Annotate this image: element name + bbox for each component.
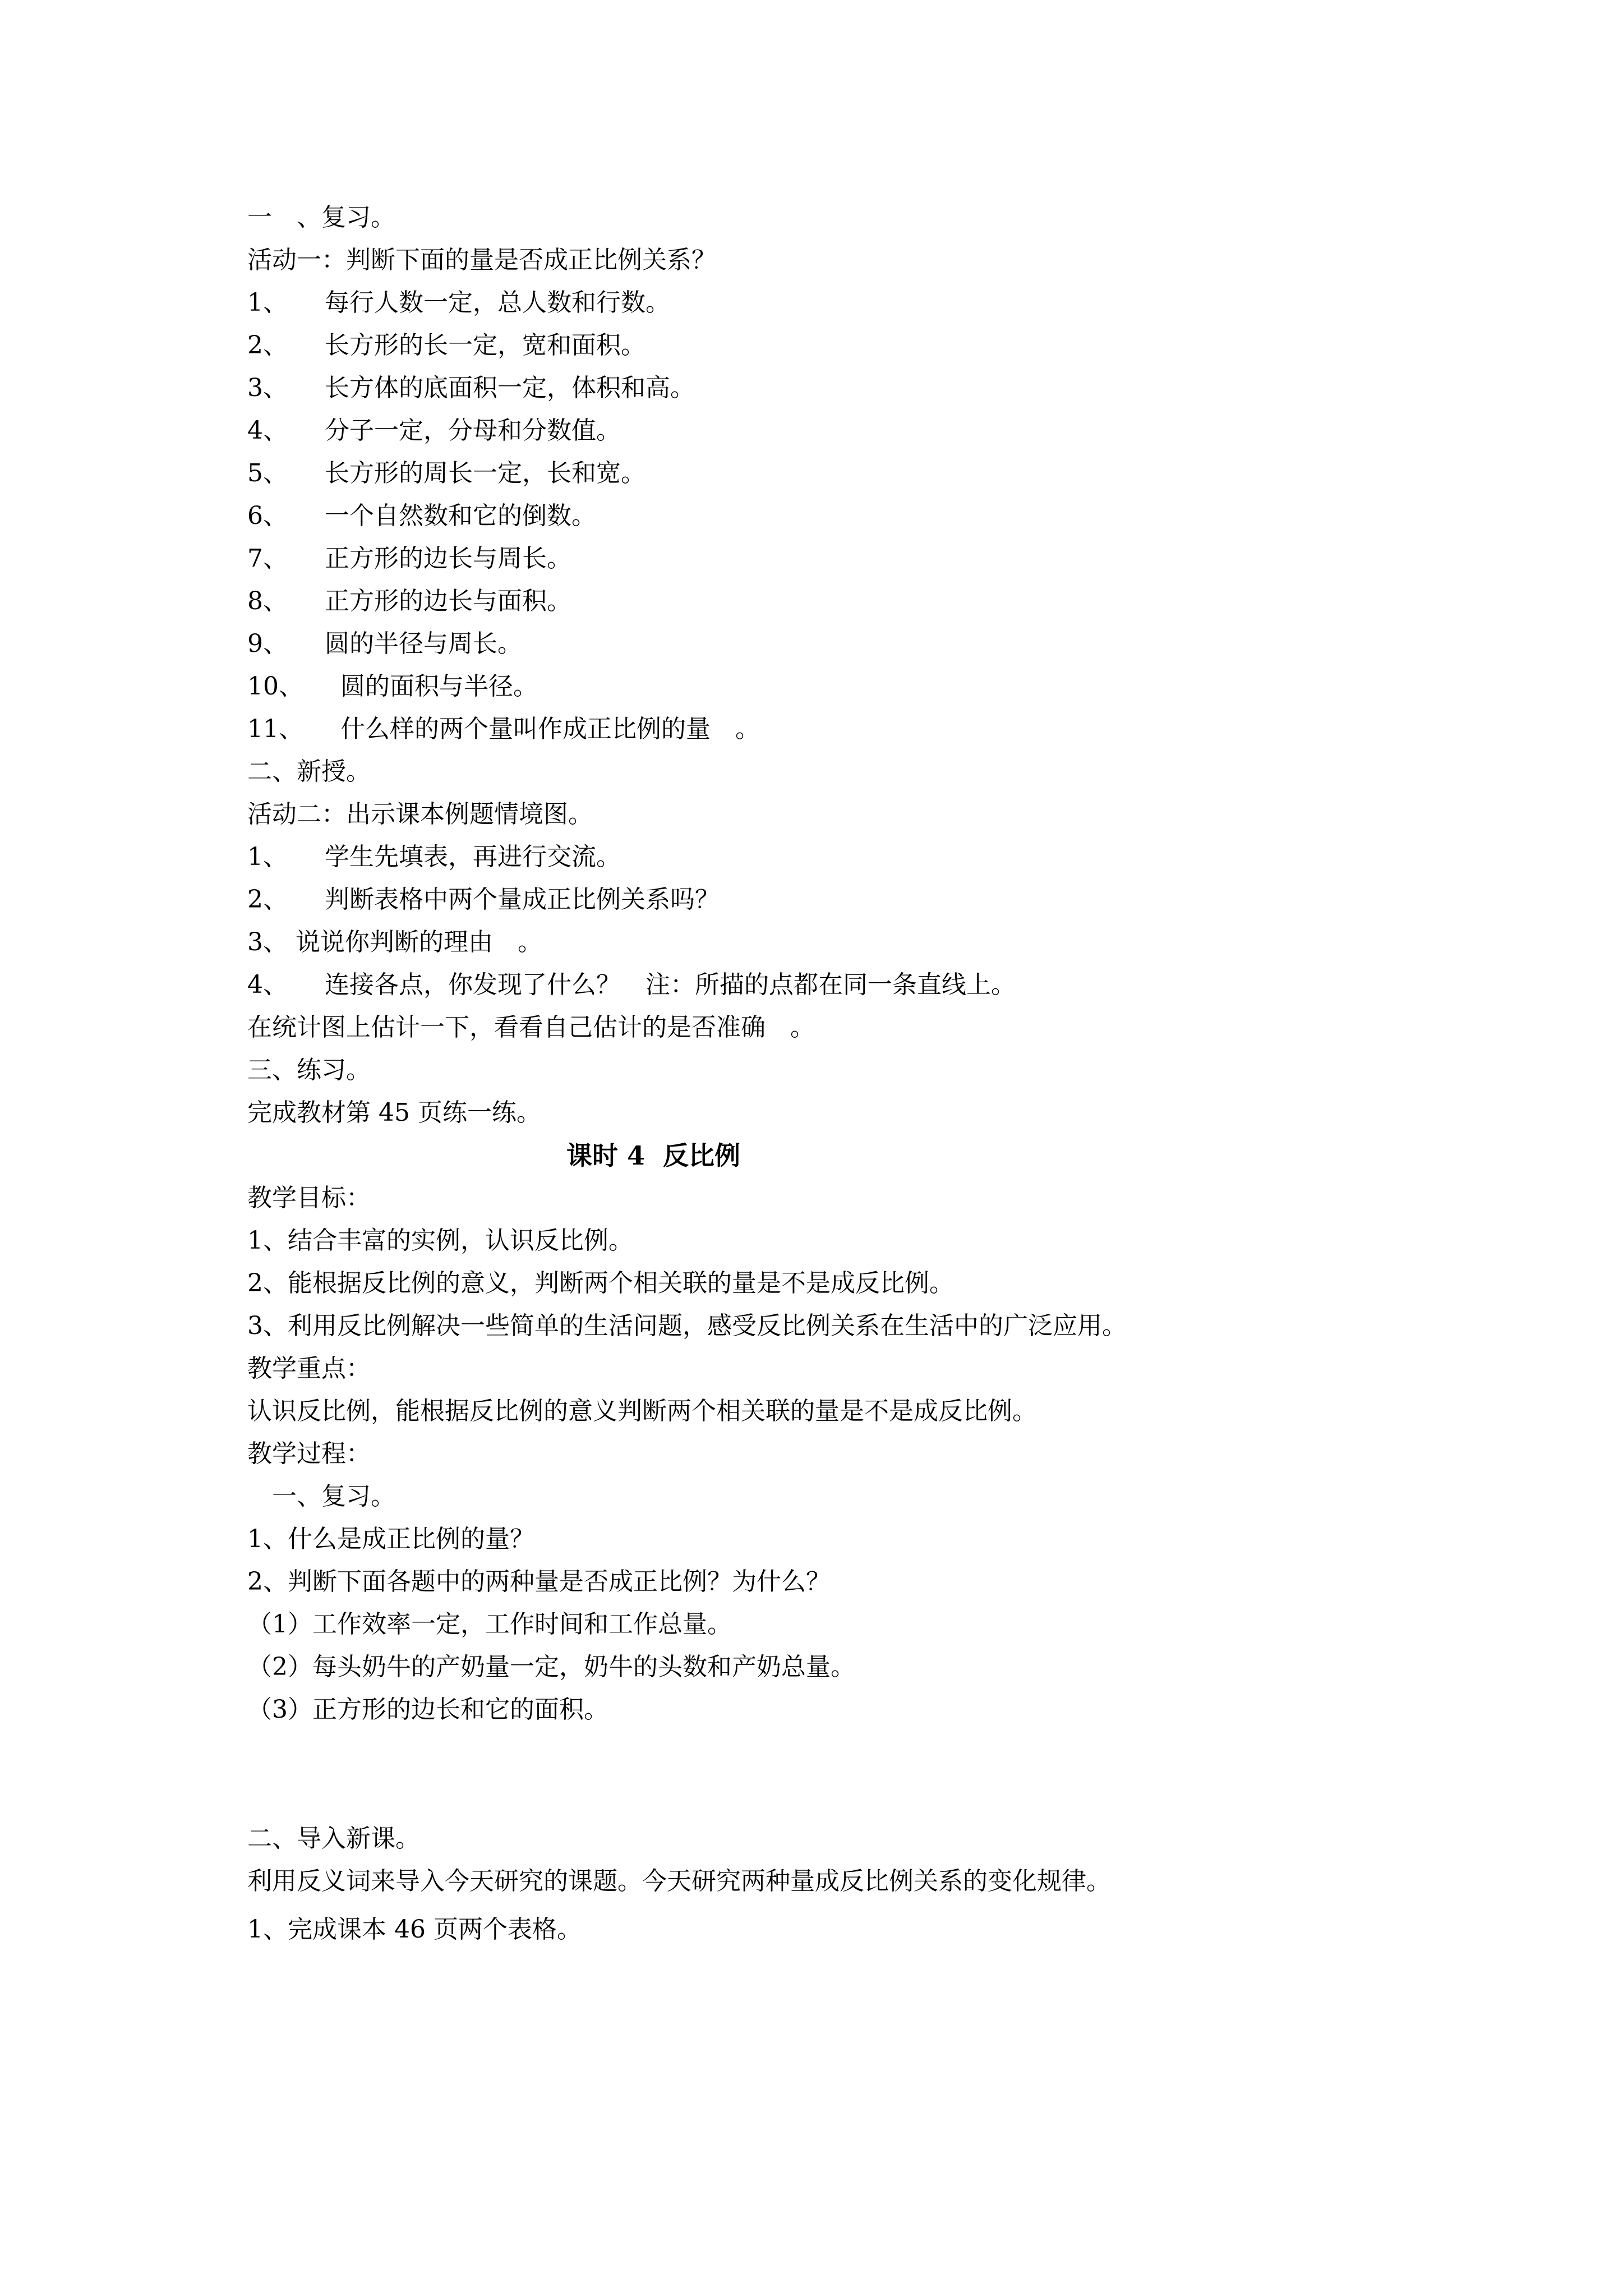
activity-two-heading: 活动二：出示课本例题情境图。 [247,800,593,829]
list-item: 9、 圆的半径与周长。 [247,629,522,658]
activity-one-heading: 活动一：判断下面的量是否成正比例关系？ [247,246,716,274]
list-item: 6、 一个自然数和它的倒数。 [247,501,596,530]
list-item: 10、 圆的面积与半径。 [247,672,538,701]
paragraph: 完成教材第 45 页练一练。 [247,1098,541,1127]
list-item: 4、 连接各点，你发现了什么？ 注：所描的点都在同一条直线上。 [247,970,1016,999]
list-item: 2、 判断表格中两个量成正比例关系吗？ [247,885,720,914]
heading-teaching-goals: 教学目标： [247,1184,371,1212]
list-item: 2、 长方形的长一定，宽和面积。 [247,331,645,360]
heading-review: 一 、复习。 [247,203,395,232]
list-item: 8、 正方形的边长与面积。 [247,587,571,615]
paragraph: 认识反比例，能根据反比例的意义判断两个相关联的量是不是成反比例。 [247,1397,1037,1425]
sub-list-item: （1）工作效率一定，工作时间和工作总量。 [247,1610,732,1639]
heading-teaching-process: 教学过程： [247,1439,371,1468]
list-item: 3、 说说你判断的理由 。 [247,928,542,956]
list-item: 2、判断下面各题中的两种量是否成正比例？为什么？ [247,1567,831,1596]
list-item: 2、能根据反比例的意义，判断两个相关联的量是不是成反比例。 [247,1269,954,1297]
paragraph: 在统计图上估计一下，看看自己估计的是否准确 。 [247,1013,815,1042]
list-item: 3、 长方体的底面积一定，体积和高。 [247,374,695,402]
paragraph: 利用反义词来导入今天研究的课题。今天研究两种量成反比例关系的变化规律。 [247,1867,1111,1895]
list-item: 1、结合丰富的实例，认识反比例。 [247,1226,633,1255]
lesson-title: 课时 4 反比例 [566,1140,741,1171]
list-item: 11、 什么样的两个量叫作成正比例的量 。 [247,715,760,743]
heading-practice: 三、练习。 [247,1056,371,1084]
list-item: 7、 正方形的边长与周长。 [247,544,571,573]
list-item: 5、 长方形的周长一定，长和宽。 [247,459,645,487]
list-item: 4、 分子一定，分母和分数值。 [247,416,621,445]
list-item: 1、 每行人数一定，总人数和行数。 [247,288,670,317]
list-item: 1、什么是成正比例的量？ [247,1525,534,1553]
list-item: 3、利用反比例解决一些简单的生活问题，感受反比例关系在生活中的广泛应用。 [247,1312,1127,1340]
list-item: 1、 学生先填表，再进行交流。 [247,843,621,871]
heading-teaching-focus: 教学重点： [247,1354,371,1383]
heading-introduce-lesson: 二、导入新课。 [247,1824,420,1853]
heading-review: 一、复习。 [247,1482,395,1511]
sub-list-item: （3）正方形的边长和它的面积。 [247,1695,608,1724]
list-item: 1、完成课本 46 页两个表格。 [247,1915,582,1944]
heading-new-lesson: 二、新授。 [247,757,371,786]
sub-list-item: （2）每头奶牛的产奶量一定，奶牛的头数和产奶总量。 [247,1653,855,1681]
